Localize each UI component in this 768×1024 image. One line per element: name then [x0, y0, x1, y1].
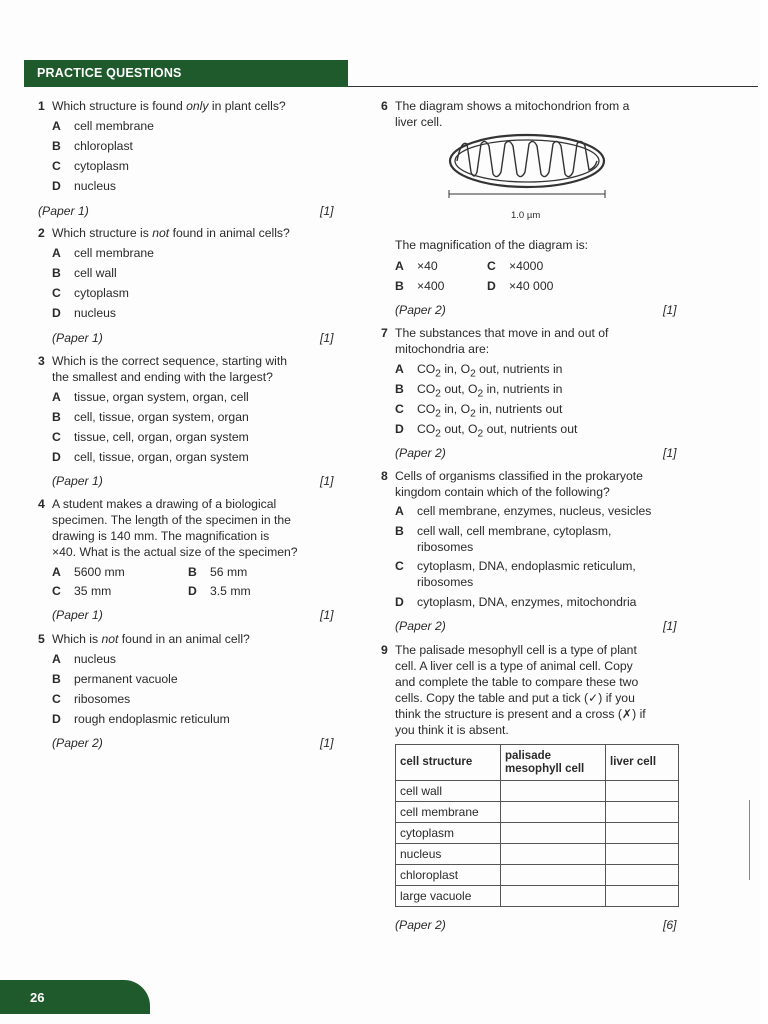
mark-label: [1] [320, 331, 334, 345]
table-cell: cytoplasm [396, 823, 501, 844]
question-text: A student makes a drawing of a biological specimen. The length of the specimen in the drawing is 140 mm. The magnification is ×40. What is the actual size of the specimen? [52, 497, 298, 559]
table-row [396, 823, 679, 844]
option: B cell wall, cell membrane, cytoplasm, ribosomes [395, 524, 612, 554]
option: C ribosomes [52, 692, 131, 706]
option: B permanent vacuole [52, 672, 178, 686]
option: B ×400 [395, 279, 445, 293]
table-cell [606, 886, 679, 907]
mark-label: [6] [663, 918, 677, 932]
paper-label: (Paper 1) [52, 331, 103, 345]
question-text: The substances that move in and out of mitochondria are: [395, 326, 609, 356]
section-header [24, 60, 348, 87]
question-text: Which is not found in an animal cell? [52, 632, 250, 646]
option: A cell membrane [52, 119, 154, 133]
table-cell [606, 823, 679, 844]
option: D rough endoplasmic reticulum [52, 712, 230, 726]
page-number-tab [0, 980, 150, 1014]
option: C cytoplasm [52, 286, 129, 300]
paper-label: (Paper 2) [395, 619, 446, 633]
option: C cytoplasm [52, 159, 129, 173]
page-number: 26 [30, 990, 45, 1005]
scale-bar-label: 1.0 µm [511, 210, 541, 221]
option: C ×4000 [487, 259, 544, 273]
question-text: The palisade mesophyll cell is a type of plant cell. A liver cell is a type of animal cell. Copy and complete the table to compare these two cells. Copy the table and put a tick (✓) if you think the structure is present and a cross (✗) if you think it is absent. [395, 643, 646, 737]
paper-label: (Paper 2) [395, 446, 446, 460]
table-cell [606, 844, 679, 865]
paper-label: (Paper 2) [395, 918, 446, 932]
mark-label: [1] [320, 736, 334, 750]
table-cell [501, 781, 606, 802]
section-title: PRACTICE QUESTIONS [37, 66, 182, 80]
question-number: 2 [38, 226, 45, 240]
table-cell [501, 823, 606, 844]
table-row [396, 886, 679, 907]
table-row [396, 865, 679, 886]
option: B chloroplast [52, 139, 133, 153]
table-cell: chloroplast [396, 865, 501, 886]
magnification-text: The magnification of the diagram is: [395, 238, 589, 252]
option: B cell wall [52, 266, 117, 280]
table-cell [501, 865, 606, 886]
paper-label: (Paper 1) [52, 474, 103, 488]
option: A tissue, organ system, organ, cell [52, 390, 249, 404]
table-row [396, 781, 679, 802]
mark-label: [1] [320, 204, 334, 218]
margin-line [749, 800, 750, 880]
table-cell [606, 781, 679, 802]
mitochondrion-diagram [447, 132, 607, 198]
paper-label: (Paper 2) [52, 736, 103, 750]
question-number: 6 [381, 99, 388, 113]
table-cell [501, 886, 606, 907]
table-row [396, 844, 679, 865]
paper-label: (Paper 1) [38, 204, 89, 218]
table-cell [606, 802, 679, 823]
option: D ×40 000 [487, 279, 554, 293]
mark-label: [1] [663, 303, 677, 317]
option: A ×40 [395, 259, 438, 273]
table-cell [501, 844, 606, 865]
option: D 3.5 mm [188, 584, 251, 598]
question-text: Which structure is not found in animal cells? [52, 226, 290, 240]
option: D $CO_2$ out, $O_2$ out, nutrients out [395, 422, 578, 440]
table-row [396, 802, 679, 823]
option: A nucleus [52, 652, 117, 666]
option: D cell, tissue, organ, organ system [52, 450, 249, 464]
option: C $CO_2$ in, $O_2$ in, nutrients out [395, 402, 563, 420]
question-number: 8 [381, 469, 388, 483]
table-cell: large vacuole [396, 886, 501, 907]
comparison-table [395, 744, 679, 907]
option: C tissue, cell, organ, organ system [52, 430, 249, 444]
question-text: Cells of organisms classified in the prokaryote kingdom contain which of the following? [395, 469, 643, 499]
option: D nucleus [52, 179, 117, 193]
option: D cytoplasm, DNA, enzymes, mitochondria [395, 595, 637, 609]
question-number: 5 [38, 632, 45, 646]
question-number: 7 [381, 326, 388, 340]
option: A 5600 mm [52, 565, 125, 579]
option: A cell membrane, enzymes, nucleus, vesicles [395, 504, 652, 518]
table-cell [606, 865, 679, 886]
option: A cell membrane [52, 246, 154, 260]
table-header: palisade mesophyll cell [501, 745, 606, 781]
question-text: Which is the correct sequence, starting with the smallest and ending with the largest? [52, 354, 288, 384]
mark-label: [1] [320, 474, 334, 488]
table-cell: cell wall [396, 781, 501, 802]
question-number: 3 [38, 354, 45, 368]
mark-label: [1] [663, 619, 677, 633]
header-rule [348, 86, 758, 87]
table-header: liver cell [606, 745, 679, 781]
mark-label: [1] [663, 446, 677, 460]
question-number: 1 [38, 99, 45, 113]
question-number: 9 [381, 643, 388, 657]
table-header-row [396, 745, 679, 781]
option: B cell, tissue, organ system, organ [52, 410, 249, 424]
option: D nucleus [52, 306, 117, 320]
paper-label: (Paper 2) [395, 303, 446, 317]
table-cell: cell membrane [396, 802, 501, 823]
paper-label: (Paper 1) [52, 608, 103, 622]
question-text: The diagram shows a mitochondrion from a liver cell. [395, 99, 630, 129]
option: B 56 mm [188, 565, 248, 579]
option: B $CO_2$ out, $O_2$ in, nutrients in [395, 382, 563, 400]
table-cell [501, 802, 606, 823]
option: C cytoplasm, DNA, endoplasmic reticulum, ribosomes [395, 559, 636, 589]
mark-label: [1] [320, 608, 334, 622]
question-number: 4 [38, 497, 45, 511]
option: C 35 mm [52, 584, 112, 598]
table-header: cell structure [396, 745, 501, 781]
question-text: Which structure is found only in plant cells? [52, 99, 286, 113]
option: A $CO_2$ in, $O_2$ out, nutrients in [395, 362, 563, 380]
table-cell: nucleus [396, 844, 501, 865]
